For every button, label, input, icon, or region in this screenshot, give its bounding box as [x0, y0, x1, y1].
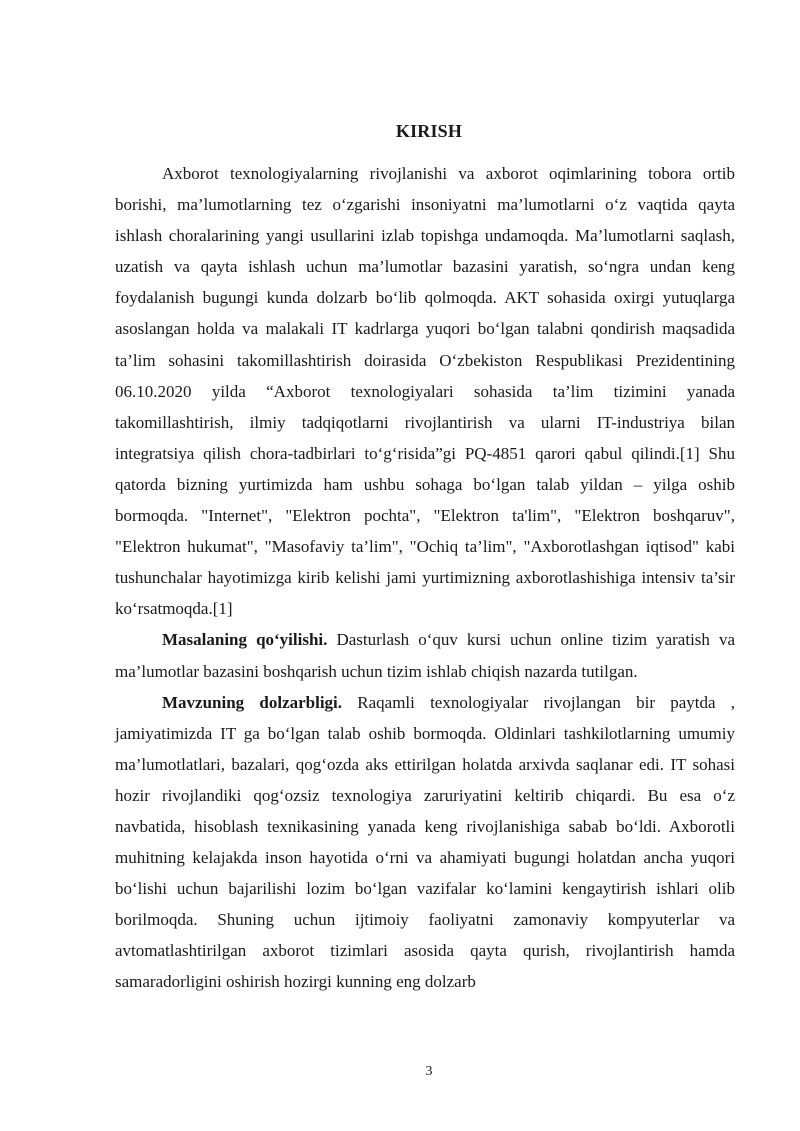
paragraph-introduction: [115, 158, 735, 624]
paragraph-text: Dasturlash o‘quv kursi uchun online tizim yaratish va ma’lumotlar bazasini boshqarish uchun tizim ishlab chiqish nazarda tutilgan.: [115, 630, 735, 681]
paragraph-lead: Mavzuning dolzarbligi.: [162, 692, 343, 712]
body-text: [115, 158, 735, 998]
paragraph-problem-statement: [115, 624, 735, 686]
page-number: 3: [425, 1064, 433, 1079]
paragraph-text: Axborot texnologiyalarning rivojlanishi va axborot oqimlarining tobora ortib borishi, ma’lumotlarning tez o‘zgarishi insoniyatni ma’lumotlarni o‘z vaqtida qayta ishlash choralarining yangi usullarini izlab topishga undamoqda. Ma’lumotlarni saqlash, uzatish va qayta ishlash uchun ma’lumotlar bazasini yaratish, so‘ngra undan keng foydalanish bugungi kunda dolzarb bo‘lib qolmoqda. AKT sohasida oxirgi yutuqlarga asoslangan holda va malakali IT kadrlarga yuqori bo‘lgan talabni qondirish maqsadida ta’lim sohasini takomillashtirish doirasida O‘zbekiston Respublikasi Prezidentining 06.10.2020 yilda “Axborot texnologiyalari sohasida ta’lim tizimini yanada takomillashtirish, ilmiy tadqiqotlarni rivojlantirish va ularni IT-industriya bilan integratsiya qilish chora-tadbirlari to‘g‘risida”gi PQ-4851 qarori qabul qilindi.[1] Shu qatorda bizning yurtimizda ham ushbu sohaga bo‘lgan talab yildan – yilga oshib bormoqda. "Internet", "Elektron pochta", "Elektron ta'lim", "Elektron boshqaruv", "Elektron hukumat", "Masofaviy ta’lim", "Ochiq ta’lim", "Axborotlashgan iqtisod" kabi tushunchalar hayotimizga kirib kelishi jami yurtimizning axborotlashishiga intensiv ta’sir ko‘rsatmoqda.[1]: [115, 164, 735, 619]
paragraph-relevance: [115, 687, 735, 998]
paragraph-text: Raqamli texnologiyalar rivojlangan bir paytda , jamiyatimizda IT ga bo‘lgan talab oshib bormoqda. Oldinlari tashkilotlarning umumiy ma’lumotlatlari, bazalari, qog‘ozda aks ettirilgan holatda arxivda saqlanar edi. IT sohasi hozir rivojlandiki qog‘ozsiz texnologiya zaruriyatini keltirib chiqardi. Bu esa o‘z navbatida, hisoblash texnikasining yanada keng rivojlanishiga sabab bo‘ldi. Axborotli muhitning kelajakda inson hayotida o‘rni va ahamiyati bugungi holatdan ancha yuqori bo‘lishi uchun bajarilishi lozim bo‘lgan vazifalar ko‘lamini kengaytirish ishlari olib borilmoqda. Shuning uchun ijtimoiy faoliyatni zamonaviy kompyuterlar va avtomatlashtirilgan axborot tizimlari asosida qayta qurish, rivojlantirish hamda samaradorligini oshirish hozirgi kunning eng dolzarb: [115, 692, 735, 992]
page-title: KIRISH: [395, 121, 463, 141]
paragraph-lead: Masalaning qo‘yilishi.: [162, 630, 328, 650]
